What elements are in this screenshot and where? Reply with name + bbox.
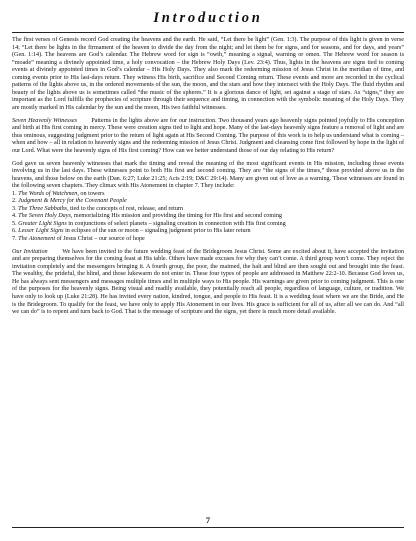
invitation-text: We have been invited to the future wedding feast of the Bridegroom Jesus Christ. Some are excited about it, have accepted the invitation and are preparing themselves for the coming feast at His table. Others have made excuses for why they can’t come. A third group won’t come. They reject the invitation completely and the messengers bringing it. A fourth group, the poor, the maimed, the halt and blind are then sought out and brought into the feast. The wealthy, the prideful, the blind, and those lukewarm do not enter in. These four types of people are addressed in Matthew 22:2-10. Because God loves us, He has always sent messengers and messages multiple times and in multiple ways to His people. His warnings are given prior to coming judgment. This is one of the purposes for the heavenly signs. Being visual and readily available, they potentially reach all people, regardless of language, culture, or tradition. We have only to look up (Luke 21:28). He has invited every nation, kindred, tongue, and people to His feast. It is a wedding feast where we are the Bride, and He is the Bridegroom. To qualify for the feast, we have only to apply His Atonement in our lives. His grace is sufficient for all of us, after all we can do. And “all we can do” is to repent and turn back to God. That is the message of scripture and the signs, yet there is much more detail available. [12, 248, 405, 316]
list-item: 7. The Atonement of Jesus Christ – our source of hope [12, 235, 145, 242]
witnesses-text: Patterns in the lights above are for our instruction. Two thousand years ago heavenly signs pointed joyfully to His conception and birth at His first coming in mercy. These were creation signs tied to light and hope. Many of the last-days heavenly signs feature a removal of light and are thus ominous, suggesting judgment prior to the return of light again at His Second Coming. The purpose of this work is to help us understand what is coming – when and how – all in relation to heavenly signs and the redeeming mission of Jesus Christ. Judgment and cleansing come first followed by hope in the light of our Lord. What were the heavenly signs of His first coming? How can we better understand those of our day relating to His return? [12, 117, 404, 154]
list-item: 6. Lesser Light Signs in eclipses of the sun or moon – signaling judgment prior to His later return [12, 228, 251, 235]
header-divider [12, 32, 404, 33]
invitation-paragraph [12, 249, 404, 317]
intro-paragraph: The first verses of Genesis record God creating the heavens and the earth. He said, “Let there be light” (Gen. 1:3). The purpose of this light is given in verse 14; “Let there be lights in the firmament of the heaven to divide the day from the night; and let them be for signs, and for seasons, and for days, and years” (Gen. 1:14). The heavens are God’s calendar. The Hebrew word for sign is “owth,” meaning a signal, warning or omen. The Hebrew word for season is “moade” meaning a divinely appointed time, a holy convocation – the Hebrew Holy Days (Lev. 23:4). Thus, lights in the heavens are signs tied to coming events at divinely appointed times in God’s calendar – His Holy Days. They also mark the redeeming mission of Jesus Christ in the meridian of time, and coming events prior to His last-days return. They witness His birth, sacrifice and Second Coming return. These events and more are recorded in the cyclical patterns of the lights above us, in the ordered movements of the sun, the moon, and the stars and how they intersect with the Holy Days. The fluid rhythm and beauty of the lights above us is sometimes called “the music of the spheres.” It is a glorious dance of light, set against a stage of stars. As “signs,” they are important as the Lord fulfills the prophecies of scripture through their sequence and timing, in connection with the symbolic meaning of the Holy Days. They are mostly marked in His calendar by the sun and the moon, His two faithful witnesses. [12, 37, 404, 111]
body-text [12, 37, 404, 322]
invitation-heading: Our Invitation [12, 248, 48, 255]
list-intro-paragraph: God gave us seven heavenly witnesses that mark the timing and reveal the meaning of the most significant events in His mission, including those events involving us in the last days. These witnesses point to both His first and second coming. They are “the signs of the times,” those provided above us in the heavens, and those below on the earth (Dan. 6:27; Luke 21:25; Acts 2:19; D&C 29:14). Many are given out of love as a warning. These witnesses are found in the following seven chapters. They climax with His Atonement in chapter 7. They include: [12, 160, 404, 190]
witnesses-heading: Seven Heavenly Witnesses [12, 117, 77, 124]
list-item: 5. Greater Light Signs in conjunctions of select planets – signaling creation in connection with His first coming [12, 220, 286, 227]
list-item: 1. The Words of Watchmen, on towers [12, 190, 105, 197]
page-title: Introduction [153, 10, 263, 26]
list-item: 2. Judgment & Mercy for the Covenant People [12, 198, 127, 205]
footer-divider [12, 527, 404, 528]
list-item: 4. The Seven Holy Days, memorializing His mission and providing the timing for His first and second coming [12, 213, 283, 220]
witnesses-paragraph [12, 118, 404, 156]
witness-list [12, 191, 404, 244]
page-number: 7 [206, 516, 210, 525]
list-item: 3. The Three Sabbaths, tied to the concepts of rest, release, and return [12, 205, 184, 212]
